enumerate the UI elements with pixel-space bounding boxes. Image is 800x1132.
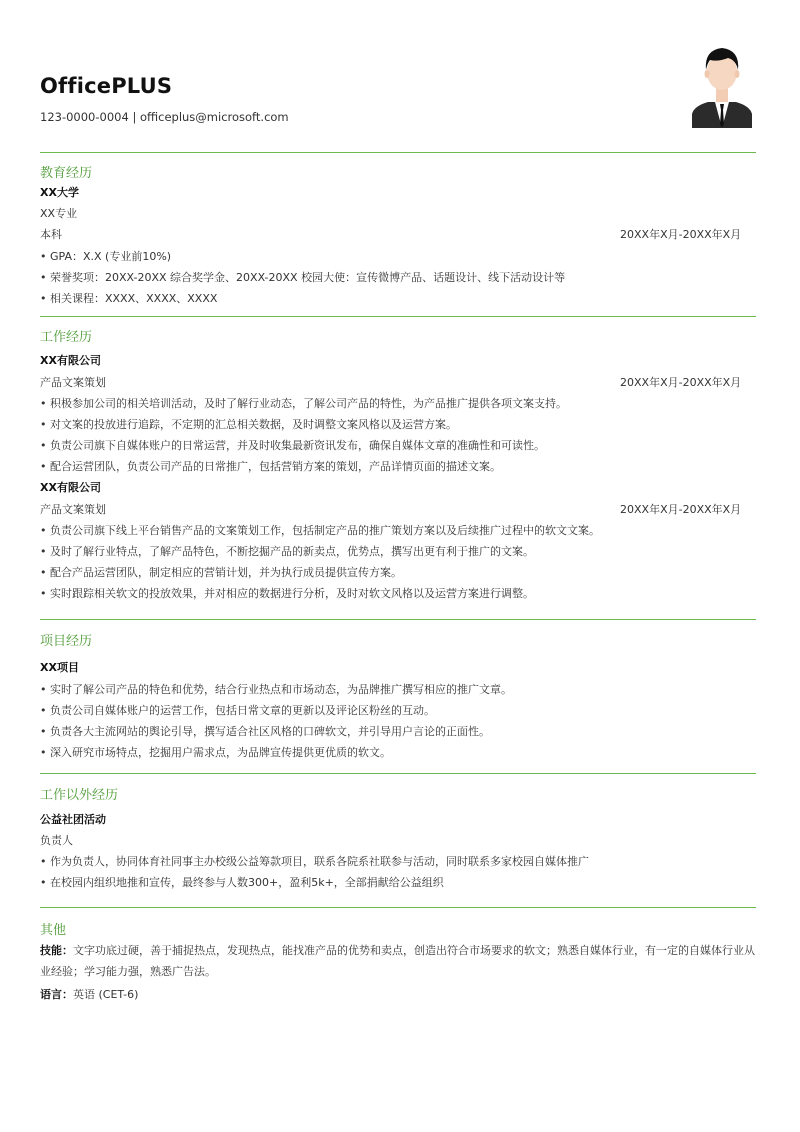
list-item: • 荣誉奖项：20XX-20XX 综合奖学金、20XX-20XX 校园大使：宣传微博产品、话题设计、线下活动设计等 [40, 271, 566, 284]
section-divider [40, 152, 756, 153]
section-divider [40, 619, 756, 620]
job-role: 产品文案策划 [40, 376, 106, 389]
skills-label: 技能： [40, 944, 73, 957]
list-item: • 积极参加公司的相关培训活动，及时了解行业动态，了解公司产品的特性，为产品推广提供各项文案支持。 [40, 397, 567, 410]
education-date: 20XX年X月-20XX年X月 [620, 228, 742, 241]
major: XX专业 [40, 207, 78, 220]
degree: 本科 [40, 228, 62, 241]
list-item: • 配合产品运营团队，制定相应的营销计划，并为执行成员提供宣传方案。 [40, 566, 402, 579]
section-title-work: 工作经历 [40, 330, 93, 345]
section-divider [40, 907, 756, 908]
list-item: • 负责公司自媒体账户的运营工作，包括日常文章的更新以及评论区粉丝的互动。 [40, 704, 435, 717]
contact-info: 123-0000-0004 | officeplus@microsoft.com [40, 110, 289, 124]
list-item: • 负责公司旗下线上平台销售产品的文案策划工作，包括制定产品的推广策划方案以及后续推广过程中的软文文案。 [40, 524, 600, 537]
job-date: 20XX年X月-20XX年X月 [620, 503, 742, 516]
section-title-other: 其他 [40, 923, 67, 938]
list-item: • 配合运营团队，负责公司产品的日常推广，包括营销方案的策划，产品详情页面的描述文案。 [40, 460, 501, 473]
job-date: 20XX年X月-20XX年X月 [620, 376, 742, 389]
section-divider [40, 316, 756, 317]
language-content: 英语 (CET-6) [73, 988, 139, 1001]
school-name: XX大学 [40, 186, 79, 199]
list-item: • 负责各大主流网站的舆论引导，撰写适合社区风格的口碑软文，并引导用户言论的正面性。 [40, 725, 490, 738]
list-item: • 负责公司旗下自媒体账户的日常运营，并及时收集最新资讯发布，确保自媒体文章的准确性和可读性。 [40, 439, 545, 452]
section-title-project: 项目经历 [40, 634, 93, 649]
section-title-education: 教育经历 [40, 166, 93, 181]
list-item: • 相关课程：XXXX、XXXX、XXXX [40, 292, 218, 305]
avatar [688, 40, 756, 128]
skills-content: 文字功底过硬，善于捕捉热点，发现热点，能找准产品的优势和卖点，创造出符合市场要求的软文；熟悉自媒体行业，有一定的自媒体行业从业经验；学习能力强，熟悉广告法。 [40, 944, 755, 978]
language-text [40, 986, 138, 1002]
list-item: • 实时了解公司产品的特色和优势，结合行业热点和市场动态，为品牌推广撰写相应的推广文章。 [40, 683, 512, 696]
skills-text [40, 940, 756, 982]
job-role: 产品文案策划 [40, 503, 106, 516]
list-item: • 作为负责人，协同体育社同事主办校级公益筹款项目，联系各院系社联参与活动，同时联系多家校园自媒体推广 [40, 855, 589, 868]
company-name: XX有限公司 [40, 354, 101, 367]
company-name: XX有限公司 [40, 481, 101, 494]
list-item: • 深入研究市场特点，挖掘用户需求点，为品牌宣传提供更优质的软文。 [40, 746, 391, 759]
activity-name: 公益社团活动 [40, 813, 106, 826]
list-item: • 实时跟踪相关软文的投放效果，并对相应的数据进行分析，及时对软文风格以及运营方案进行调整。 [40, 587, 534, 600]
list-item: • GPA：X.X (专业前10%) [40, 250, 172, 263]
section-title-extra: 工作以外经历 [40, 788, 119, 803]
candidate-name: OfficePLUS [40, 74, 173, 98]
list-item: • 对文案的投放进行追踪，不定期的汇总相关数据，及时调整文案风格以及运营方案。 [40, 418, 457, 431]
project-name: XX项目 [40, 661, 79, 674]
section-divider [40, 773, 756, 774]
language-label: 语言： [40, 988, 73, 1001]
activity-role: 负责人 [40, 834, 73, 847]
list-item: • 在校园内组织地推和宣传，最终参与人数300+，盈利5k+，全部捐献给公益组织 [40, 876, 444, 889]
list-item: • 及时了解行业特点，了解产品特色，不断挖掘产品的新卖点，优势点，撰写出更有利于推广的文案。 [40, 545, 534, 558]
